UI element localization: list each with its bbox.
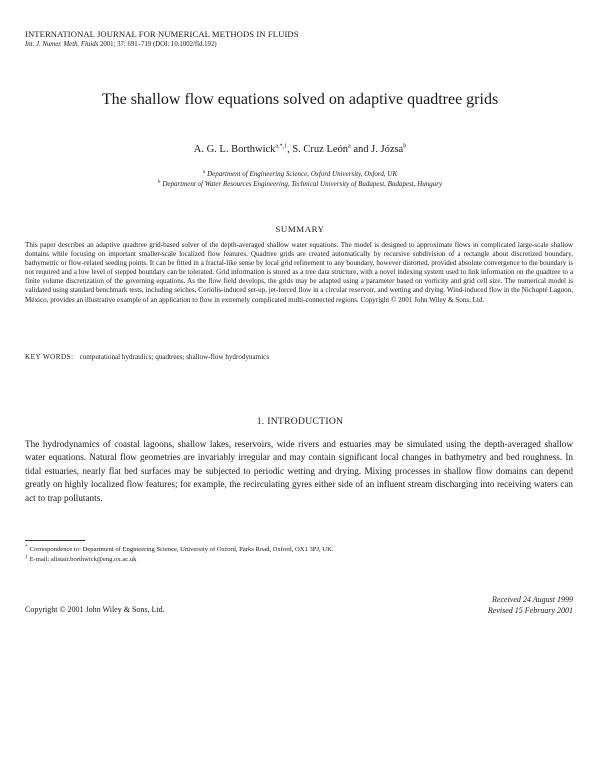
author-list xyxy=(0,144,600,155)
affiliation-text: Department of Water Resources Engineering, Technical University of Budapest, Budapest, Hungary xyxy=(162,180,443,188)
affiliation-mark: a xyxy=(202,169,206,175)
footnote-correspondence xyxy=(25,546,333,553)
author-separator: , xyxy=(287,144,293,155)
affiliation-b xyxy=(0,180,600,188)
affiliation-text: Department of Engineering Science, Oxford University, Oxford, UK xyxy=(207,170,398,178)
author-mark: a xyxy=(348,143,351,150)
author-mark: b xyxy=(403,143,407,150)
copyright-notice: Copyright © 2001 John Wiley & Sons, Ltd. xyxy=(25,605,165,614)
introduction-paragraph: The hydrodynamics of coastal lagoons, shallow lakes, reservoirs, wide rivers and estuaries may be simulated using the depth-averaged shallow water equations. Natural flow geometries are invariably irregular and may contain significant local changes in bathymetry and bed roughness. In tidal estuaries, nearly flat bed surfaces may be subjected to periodic wetting and drying. Mixing processes in shallow flow domains can depend greatly on highly localized flow features; for example, the recirculating gyres either side of an influent stream discharging into receiving waters can act to trap pollutants. xyxy=(25,439,573,503)
author-name: S. Cruz León xyxy=(292,144,349,155)
revised-date: Revised 15 February 2001 xyxy=(487,606,573,615)
affiliation-mark: b xyxy=(157,179,161,185)
footnote-text: Correspondence to: Department of Engineering Science, University of Oxford, Parks Road, Oxford, OX1 3PJ, UK. xyxy=(29,546,334,553)
paper-title: The shallow flow equations solved on adaptive quadtree grids xyxy=(101,91,499,108)
footnote-text: E-mail: alistair.borthwick@eng.ox.ac.uk xyxy=(29,556,137,563)
abstract-text: This paper describes an adaptive quadtree grid-based solver of the depth-averaged shallow water equations. The model is designed to approximate flows in complicated large-scale shallow domains while focusing on important smaller-scale localized flow features. Quadtree grids are created automatically by recursive subdivision of a rectangle about discretized boundary, bathymetric or flow-related seeding points. It can be fitted in a fractal-like sense by local grid refinement to any boundary, however distorted, provided absolute convergence to the boundary is not required and a low level of stepped boundary can be tolerated. Grid information is stored as a tree data structure, with a novel indexing system used to link information on the quadtree to a finite volume discretization of the governing equations. As the flow field develops, the grids may be adapted using a parameter based on vorticity and grid cell size. The numerical model is validated using standard benchmark tests, including seiches, Coriolis-induced set-up, jet-forced flow in a circular reservoir, and wetting and drying. Wind-induced flow in the Nichupté Lagoon, México, provides an illustrative example of an application to flow in extremely complicated multi-connected regions. Copyright © 2001 John Wiley & Sons, Ltd. xyxy=(25,241,573,304)
author-mark: a,*,1 xyxy=(275,143,288,150)
keywords-line xyxy=(25,353,269,361)
affiliation-a xyxy=(0,170,600,178)
footnote-email xyxy=(25,556,136,563)
citation-line xyxy=(25,41,217,48)
journal-abbrev: Int. J. Numer. Meth. Fluids xyxy=(25,41,99,48)
author-name: J. Józsa xyxy=(371,144,404,155)
footnote-mark: * xyxy=(25,544,28,550)
author-separator: and xyxy=(350,144,372,155)
keywords-text: computational hydraulics; quadtrees; shallow-flow hydrodynamics xyxy=(79,353,270,361)
journal-name: INTERNATIONAL JOURNAL FOR NUMERICAL METHODS IN FLUIDS xyxy=(25,29,299,39)
keywords-label: KEY WORDS: xyxy=(25,353,74,361)
footnote-mark: 1 xyxy=(25,554,28,560)
footnote-rule xyxy=(25,540,85,541)
received-date: Received 24 August 1999 xyxy=(492,595,573,604)
section-heading-introduction: 1. INTRODUCTION xyxy=(256,416,344,427)
summary-heading: SUMMARY xyxy=(275,224,325,234)
author-name: A. G. L. Borthwick xyxy=(193,144,276,155)
citation-details: 2001; 37: 691–719 (DOI: 10.1002/fld.192) xyxy=(98,41,217,48)
